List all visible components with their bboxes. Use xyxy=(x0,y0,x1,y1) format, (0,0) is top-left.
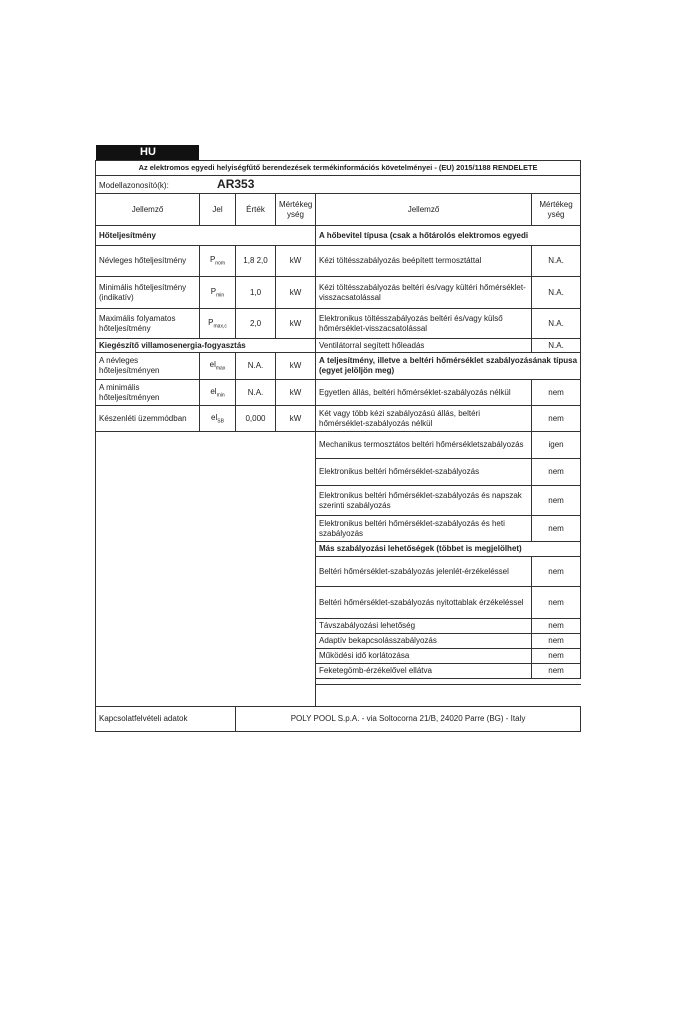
control-label: Elektronikus beltéri hőmérséklet-szabályozás és napszak szerinti szabályozás xyxy=(316,486,532,516)
param-symbol: $P_{max,c}$ xyxy=(200,309,236,339)
feature-value: N.A. xyxy=(532,277,581,309)
control-label: Egyetlen állás, beltéri hőmérséklet-szabályozás nélkül xyxy=(316,380,532,406)
section-aux-consumption: Kiegészítő villamosenergia-fogyasztás xyxy=(96,339,316,353)
section-heat-output: Hőteljesítmény xyxy=(96,226,316,246)
header-ertek: Érték xyxy=(236,194,276,226)
param-symbol: $P_{nom}$ xyxy=(200,246,236,277)
param-label: Minimális hőteljesítmény (indikatív) xyxy=(96,277,200,309)
feature-value: N.A. xyxy=(532,246,581,277)
table-row xyxy=(96,406,581,432)
control-label: Elektronikus beltéri hőmérséklet-szabályozás xyxy=(316,459,532,486)
control-label: Két vagy több kézi szabályozású állás, beltéri hőmérséklet-szabályozás nélkül xyxy=(316,406,532,432)
param-label: Névleges hőteljesítmény xyxy=(96,246,200,277)
contact-value: POLY POOL S.p.A. - via Soltocorna 21/B, 24020 Parre (BG) - Italy xyxy=(236,707,581,732)
param-unit: kW xyxy=(276,309,316,339)
param-value: 0,000 xyxy=(236,406,276,432)
option-value: nem xyxy=(532,619,581,634)
option-value: nem xyxy=(532,634,581,649)
section-heat-input-type: A hőbevitel típusa (csak a hőtárolós elektromos egyedi xyxy=(316,226,581,246)
option-value: nem xyxy=(532,649,581,664)
control-value: nem xyxy=(532,516,581,542)
table-row xyxy=(96,277,581,309)
option-value: nem xyxy=(532,664,581,679)
product-info-table xyxy=(95,160,581,732)
header-jellemzo-left: Jellemző xyxy=(96,194,200,226)
option-value: nem xyxy=(532,587,581,619)
option-label: Adaptív bekapcsolásszabályozás xyxy=(316,634,532,649)
param-symbol: $P_{min}$ xyxy=(200,277,236,309)
document-title: Az elektromos egyedi helyiségfűtő berendezések termékinformációs követelményei - (EU) 2015/1188 RENDELETE xyxy=(96,161,581,176)
language-tab: HU xyxy=(96,145,199,160)
param-value: 1,8 2,0 xyxy=(236,246,276,277)
option-label: Beltéri hőmérséklet-szabályozás jelenlét-érzékeléssel xyxy=(316,557,532,587)
section-other-controls: Más szabályozási lehetőségek (többet is megjelölhet) xyxy=(316,542,581,557)
control-value: nem xyxy=(532,486,581,516)
table-row xyxy=(96,380,581,406)
param-symbol: $el_{min}$ xyxy=(200,380,236,406)
feature-label: Elektronikus töltésszabályozás beltéri és/vagy külső hőmérséklet-visszacsatolással xyxy=(316,309,532,339)
option-label: Beltéri hőmérséklet-szabályozás nyitottablak érzékeléssel xyxy=(316,587,532,619)
control-label: Mechanikus termosztátos beltéri hőmérsékletszabályozás xyxy=(316,432,532,459)
option-value: nem xyxy=(532,557,581,587)
option-label: Működési idő korlátozása xyxy=(316,649,532,664)
option-label: Feketegömb-érzékelővel ellátva xyxy=(316,664,532,679)
spacer xyxy=(316,685,581,707)
param-symbol: $el_{max}$ xyxy=(200,353,236,380)
contact-label: Kapcsolatfelvételi adatok xyxy=(96,707,236,732)
param-label: A minimális hőteljesítményen xyxy=(96,380,200,406)
feature-label: Kézi töltésszabályozás beépített termosztáttal xyxy=(316,246,532,277)
header-unit-left: Mértékeg ység xyxy=(276,194,316,226)
feature-label: Ventilátorral segített hőleadás xyxy=(316,339,532,353)
header-jel: Jel xyxy=(200,194,236,226)
control-label: Elektronikus beltéri hőmérséklet-szabályozás és heti szabályozás xyxy=(316,516,532,542)
feature-value: N.A. xyxy=(532,309,581,339)
table-row xyxy=(96,246,581,277)
model-value: AR353 xyxy=(217,177,255,191)
control-value: nem xyxy=(532,406,581,432)
param-value: N.A. xyxy=(236,380,276,406)
param-unit: kW xyxy=(276,277,316,309)
param-unit: kW xyxy=(276,353,316,380)
param-label: Készenléti üzemmódban xyxy=(96,406,200,432)
param-label: Maximális folyamatos hőteljesítmény xyxy=(96,309,200,339)
feature-value: N.A. xyxy=(532,339,581,353)
control-value: igen xyxy=(532,432,581,459)
param-label: A névleges hőteljesítményen xyxy=(96,353,200,380)
header-unit-right: Mértékeg ység xyxy=(532,194,581,226)
feature-label: Kézi töltésszabályozás beltéri és/vagy kültéri hőmérséklet-visszacsatolással xyxy=(316,277,532,309)
param-unit: kW xyxy=(276,406,316,432)
param-value: 2,0 xyxy=(236,309,276,339)
model-label: Modellazonosító(k): xyxy=(99,181,169,190)
param-value: 1,0 xyxy=(236,277,276,309)
param-unit: kW xyxy=(276,246,316,277)
option-label: Távszabályozási lehetőség xyxy=(316,619,532,634)
model-row xyxy=(96,176,581,194)
param-unit: kW xyxy=(276,380,316,406)
control-value: nem xyxy=(532,380,581,406)
param-value: N.A. xyxy=(236,353,276,380)
table-row xyxy=(96,309,581,339)
empty-area xyxy=(96,432,316,707)
control-value: nem xyxy=(532,459,581,486)
table-row xyxy=(96,353,581,380)
section-control-type: A teljesítmény, illetve a beltéri hőmérséklet szabályozásának típusa (egyet jelöljön meg) xyxy=(316,353,581,380)
header-jellemzo-right: Jellemző xyxy=(316,194,532,226)
param-symbol: $el_{SB}$ xyxy=(200,406,236,432)
